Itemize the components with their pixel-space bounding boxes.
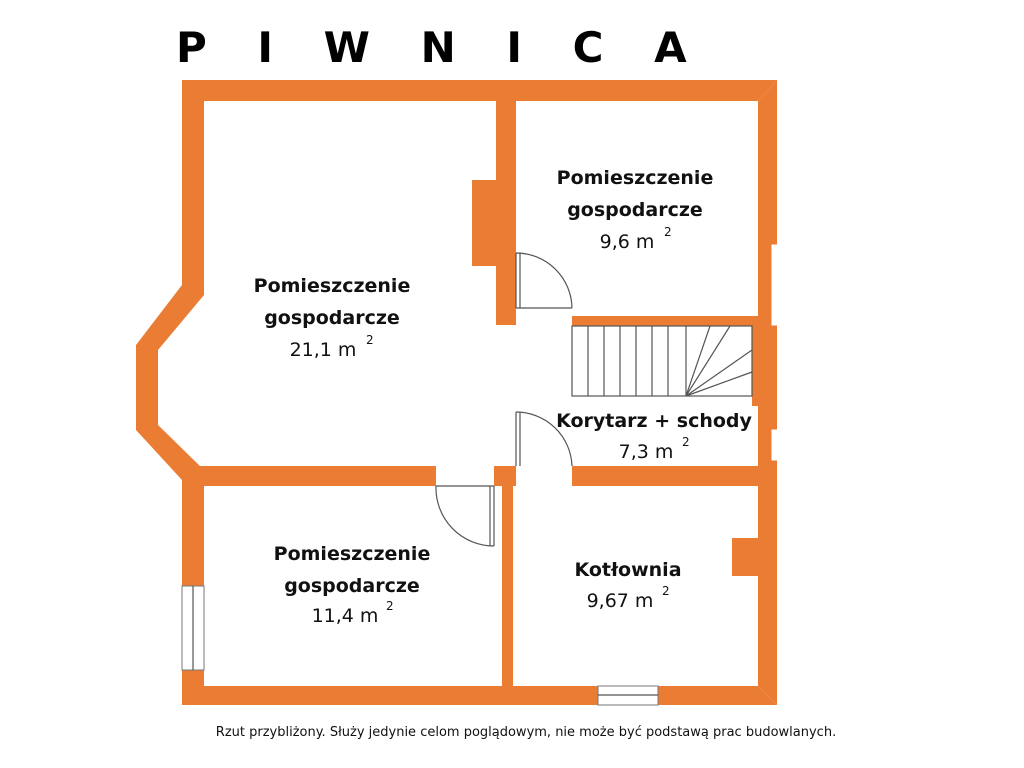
wall-stairs-right <box>752 316 758 406</box>
boiler-chimney <box>732 538 760 576</box>
door-upper-right <box>516 253 572 308</box>
stairs <box>572 326 752 396</box>
room-area: 21,1 m <box>289 339 357 361</box>
plan-title: P I W N I C A <box>176 23 705 72</box>
room-name-line2: gospodarcze <box>284 575 420 597</box>
room-area-sup: 2 <box>664 225 672 239</box>
outer-wall-right <box>758 80 777 705</box>
wall-middle-right <box>572 466 777 486</box>
room-label-boiler <box>574 559 681 612</box>
room-area-sup: 2 <box>662 584 670 598</box>
outer-wall-left-upper <box>182 80 204 295</box>
wall-vertical-lower <box>502 486 513 686</box>
wall-stairs-top <box>572 316 758 326</box>
room-name-line1: Korytarz + schody <box>556 410 752 432</box>
wall-middle-center <box>494 466 516 486</box>
window-right-middle <box>772 430 780 460</box>
room-label-storage-lower <box>274 543 431 627</box>
room-name-line2: gospodarcze <box>264 307 400 329</box>
room-label-storage-large <box>254 275 411 361</box>
bay-wall-upper <box>136 285 204 350</box>
room-area: 9,6 m <box>599 231 655 253</box>
room-label-storage-upper <box>557 167 714 253</box>
room-name-line1: Pomieszczenie <box>556 167 714 189</box>
room-area: 11,4 m <box>311 605 379 627</box>
room-label-corridor <box>556 410 752 463</box>
disclaimer-footnote: Rzut przybliżony. Służy jedynie celom poglądowym, nie może być podstawą prac budowlanych. <box>215 725 837 740</box>
chimney-block <box>472 180 498 266</box>
wall-vertical-upper <box>496 80 516 325</box>
room-area-sup: 2 <box>682 435 690 449</box>
wall-middle-left <box>182 466 436 486</box>
room-name-line2: gospodarcze <box>567 199 703 221</box>
bay-wall-front <box>136 345 158 430</box>
room-area-sup: 2 <box>386 599 394 613</box>
door-lower-left <box>436 486 494 546</box>
room-name-line1: Kotłownia <box>574 559 682 581</box>
outer-wall-bottom <box>182 686 777 705</box>
room-area: 7,3 m <box>618 441 674 463</box>
room-name-line1: Pomieszczenie <box>273 543 431 565</box>
room-name-line1: Pomieszczenie <box>253 275 411 297</box>
window-right-upper <box>772 245 780 325</box>
outer-wall-top <box>182 80 777 101</box>
room-area-sup: 2 <box>366 333 374 347</box>
room-area: 9,67 m <box>586 590 654 612</box>
